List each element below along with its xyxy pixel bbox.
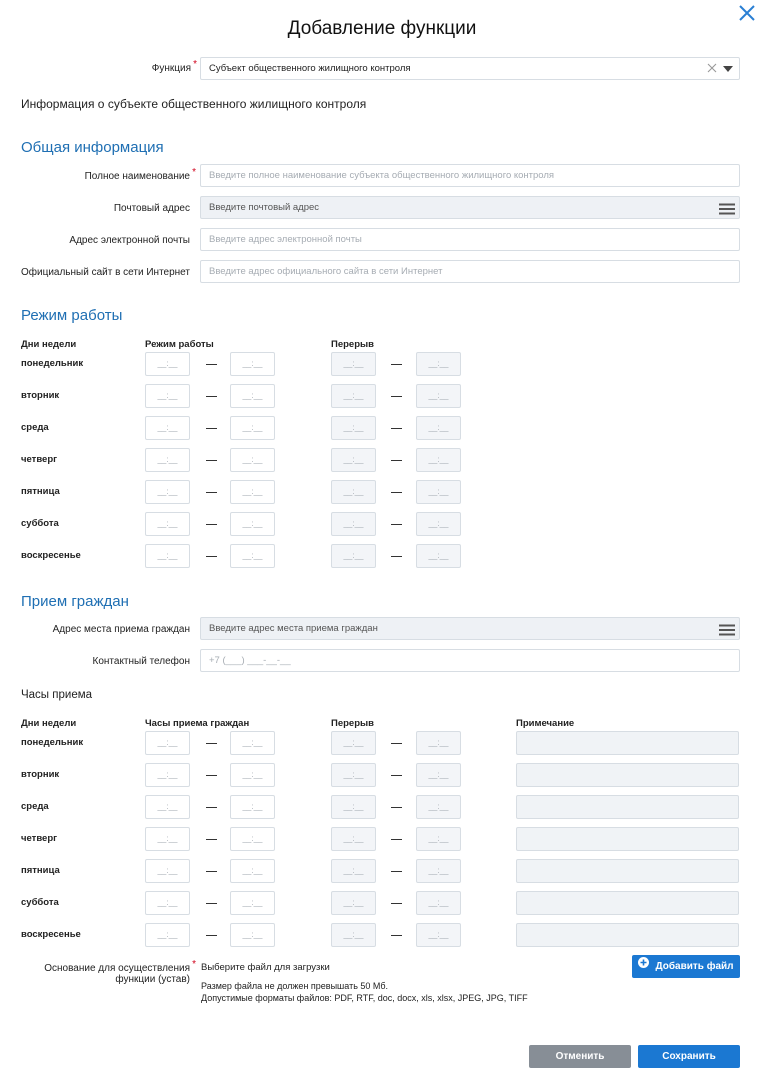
website-label: Официальный сайт в сети Интернет xyxy=(21,267,190,278)
time-range-dash xyxy=(206,903,217,904)
work-break-end-input[interactable]: __:__ xyxy=(416,448,461,472)
work-break-start-input[interactable]: __:__ xyxy=(331,512,376,536)
reception-days-column-header: Дни недели xyxy=(21,718,77,729)
break-range-dash xyxy=(391,524,402,525)
work-day-label: воскресенье xyxy=(21,550,81,561)
reception-start-time-input[interactable]: __:__ xyxy=(145,795,190,819)
email-label: Адрес электронной почты xyxy=(69,235,190,246)
general-info-heading: Общая информация xyxy=(21,139,164,156)
function-select-value: Субъект общественного жилищного контроля xyxy=(209,63,411,74)
break-range-dash xyxy=(391,807,402,808)
reception-break-start-input[interactable]: __:__ xyxy=(331,795,376,819)
break-range-dash xyxy=(391,903,402,904)
reception-day-label: четверг xyxy=(21,833,58,844)
reception-day-label: среда xyxy=(21,801,49,812)
choose-file-text: Выберите файл для загрузки xyxy=(201,962,330,973)
email-input[interactable]: Введите адрес электронной почты xyxy=(200,228,740,251)
reception-start-time-input[interactable]: __:__ xyxy=(145,827,190,851)
reception-break-start-input[interactable]: __:__ xyxy=(331,923,376,947)
break-range-dash xyxy=(391,492,402,493)
reception-day-label: понедельник xyxy=(21,737,84,748)
function-label: Функция * xyxy=(151,59,197,74)
work-day-label: пятница xyxy=(21,486,60,497)
work-break-start-input[interactable]: __:__ xyxy=(331,384,376,408)
time-range-dash xyxy=(206,743,217,744)
time-range-dash xyxy=(206,556,217,557)
note-input[interactable] xyxy=(516,923,739,947)
break-range-dash xyxy=(391,364,402,365)
reception-break-start-input[interactable]: __:__ xyxy=(331,731,376,755)
reception-start-time-input[interactable]: __:__ xyxy=(145,891,190,915)
work-start-time-input[interactable]: __:__ xyxy=(145,416,190,440)
work-break-start-input[interactable]: __:__ xyxy=(331,448,376,472)
reception-end-time-input[interactable]: __:__ xyxy=(230,795,275,819)
phone-input[interactable]: +7 (___) ___-__-__ xyxy=(200,649,740,672)
reception-break-start-input[interactable]: __:__ xyxy=(331,827,376,851)
reception-break-end-input[interactable]: __:__ xyxy=(416,731,461,755)
reception-break-end-input[interactable]: __:__ xyxy=(416,795,461,819)
reception-end-time-input[interactable]: __:__ xyxy=(230,923,275,947)
reception-break-end-input[interactable]: __:__ xyxy=(416,827,461,851)
reception-hours-heading: Часы приема xyxy=(21,689,93,701)
reception-note-column-header: Примечание xyxy=(516,718,575,729)
reception-break-end-input[interactable]: __:__ xyxy=(416,763,461,787)
work-end-time-input[interactable]: __:__ xyxy=(230,544,275,568)
reception-end-time-input[interactable]: __:__ xyxy=(230,859,275,883)
break-range-dash xyxy=(391,460,402,461)
file-formats-note: Допустимые форматы файлов: PDF, RTF, doc, docx, xls, xlsx, JPEG, JPG, TIFF xyxy=(201,993,528,1003)
work-start-time-input[interactable]: __:__ xyxy=(145,544,190,568)
file-size-note: Размер файла не должен превышать 50 Мб. xyxy=(201,981,389,991)
note-input[interactable] xyxy=(516,731,739,755)
time-range-dash xyxy=(206,775,217,776)
website-input[interactable]: Введите адрес официального сайта в сети Интернет xyxy=(200,260,740,283)
work-day-label: вторник xyxy=(21,390,60,401)
add-file-button[interactable]: Добавить файл xyxy=(632,955,740,978)
work-start-time-input[interactable]: __:__ xyxy=(145,512,190,536)
note-input[interactable] xyxy=(516,827,739,851)
chevron-down-icon[interactable] xyxy=(722,58,734,87)
work-day-label: понедельник xyxy=(21,358,84,369)
reception-hours-column-header: Часы приема граждан xyxy=(145,718,250,729)
time-range-dash xyxy=(206,935,217,936)
time-range-dash xyxy=(206,428,217,429)
postal-address-label: Почтовый адрес xyxy=(113,203,190,214)
full-name-input[interactable]: Введите полное наименование субъекта общественного жилищного контроля xyxy=(200,164,740,187)
work-day-label: четверг xyxy=(21,454,58,465)
work-days-column-header: Дни недели xyxy=(21,339,77,350)
reception-break-column-header: Перерыв xyxy=(331,718,374,729)
work-break-end-input[interactable]: __:__ xyxy=(416,480,461,504)
work-start-time-input[interactable]: __:__ xyxy=(145,352,190,376)
break-range-dash xyxy=(391,839,402,840)
work-end-time-input[interactable]: __:__ xyxy=(230,416,275,440)
reception-end-time-input[interactable]: __:__ xyxy=(230,827,275,851)
time-range-dash xyxy=(206,839,217,840)
work-break-end-input[interactable]: __:__ xyxy=(416,384,461,408)
break-range-dash xyxy=(391,743,402,744)
reception-start-time-input[interactable]: __:__ xyxy=(145,859,190,883)
work-end-time-input[interactable]: __:__ xyxy=(230,448,275,472)
work-mode-heading: Режим работы xyxy=(21,307,123,324)
work-start-time-input[interactable]: __:__ xyxy=(145,448,190,472)
dialog-title: Добавление функции xyxy=(287,18,477,39)
clear-icon[interactable] xyxy=(707,58,717,87)
reception-day-label: воскресенье xyxy=(21,929,81,940)
work-break-column-header: Перерыв xyxy=(331,339,374,350)
menu-icon[interactable] xyxy=(719,202,735,214)
note-input[interactable] xyxy=(516,763,739,787)
reception-break-end-input[interactable]: __:__ xyxy=(416,859,461,883)
menu-icon[interactable] xyxy=(719,623,735,635)
reception-day-label: суббота xyxy=(21,897,59,908)
reception-start-time-input[interactable]: __:__ xyxy=(145,923,190,947)
work-day-label: суббота xyxy=(21,518,59,529)
plus-circle-icon xyxy=(638,954,649,977)
time-range-dash xyxy=(206,396,217,397)
work-break-end-input[interactable]: __:__ xyxy=(416,544,461,568)
work-mode-column-header: Режим работы xyxy=(145,339,214,350)
work-break-start-input[interactable]: __:__ xyxy=(331,480,376,504)
note-input[interactable] xyxy=(516,795,739,819)
cancel-button[interactable]: Отменить xyxy=(529,1045,631,1068)
basis-label: Основание для осуществления функции (устав) * xyxy=(44,959,196,985)
save-button[interactable]: Сохранить xyxy=(638,1045,740,1068)
work-day-label: среда xyxy=(21,422,49,433)
reception-day-label: вторник xyxy=(21,769,60,780)
note-input[interactable] xyxy=(516,859,739,883)
work-break-start-input[interactable]: __:__ xyxy=(331,352,376,376)
reception-break-end-input[interactable]: __:__ xyxy=(416,923,461,947)
reception-end-time-input[interactable]: __:__ xyxy=(230,763,275,787)
reception-address-label: Адрес места приема граждан xyxy=(52,624,190,635)
break-range-dash xyxy=(391,775,402,776)
work-break-end-input[interactable]: __:__ xyxy=(416,352,461,376)
time-range-dash xyxy=(206,871,217,872)
time-range-dash xyxy=(206,460,217,461)
phone-label: Контактный телефон xyxy=(92,656,190,667)
break-range-dash xyxy=(391,428,402,429)
work-start-time-input[interactable]: __:__ xyxy=(145,480,190,504)
reception-address-input[interactable]: Введите адрес места приема граждан xyxy=(200,617,740,640)
reception-end-time-input[interactable]: __:__ xyxy=(230,731,275,755)
work-break-end-input[interactable]: __:__ xyxy=(416,512,461,536)
time-range-dash xyxy=(206,807,217,808)
time-range-dash xyxy=(206,364,217,365)
reception-day-label: пятница xyxy=(21,865,60,876)
work-break-end-input[interactable]: __:__ xyxy=(416,416,461,440)
break-range-dash xyxy=(391,396,402,397)
postal-address-input[interactable]: Введите почтовый адрес xyxy=(200,196,740,219)
work-end-time-input[interactable]: __:__ xyxy=(230,384,275,408)
break-range-dash xyxy=(391,871,402,872)
time-range-dash xyxy=(206,524,217,525)
close-icon[interactable] xyxy=(736,2,758,24)
work-break-start-input[interactable]: __:__ xyxy=(331,416,376,440)
function-select[interactable] xyxy=(200,57,740,80)
work-start-time-input[interactable]: __:__ xyxy=(145,384,190,408)
reception-start-time-input[interactable]: __:__ xyxy=(145,763,190,787)
work-break-start-input[interactable]: __:__ xyxy=(331,544,376,568)
reception-start-time-input[interactable]: __:__ xyxy=(145,731,190,755)
work-end-time-input[interactable]: __:__ xyxy=(230,352,275,376)
time-range-dash xyxy=(206,492,217,493)
reception-break-start-input[interactable]: __:__ xyxy=(331,859,376,883)
break-range-dash xyxy=(391,935,402,936)
reception-break-end-input[interactable]: __:__ xyxy=(416,891,461,915)
reception-break-start-input[interactable]: __:__ xyxy=(331,891,376,915)
full-name-label: Полное наименование * xyxy=(84,167,196,182)
reception-end-time-input[interactable]: __:__ xyxy=(230,891,275,915)
work-end-time-input[interactable]: __:__ xyxy=(230,480,275,504)
subject-info-heading: Информация о субъекте общественного жилищного контроля xyxy=(21,97,367,111)
break-range-dash xyxy=(391,556,402,557)
reception-heading: Прием граждан xyxy=(21,593,129,610)
reception-break-start-input[interactable]: __:__ xyxy=(331,763,376,787)
work-end-time-input[interactable]: __:__ xyxy=(230,512,275,536)
note-input[interactable] xyxy=(516,891,739,915)
